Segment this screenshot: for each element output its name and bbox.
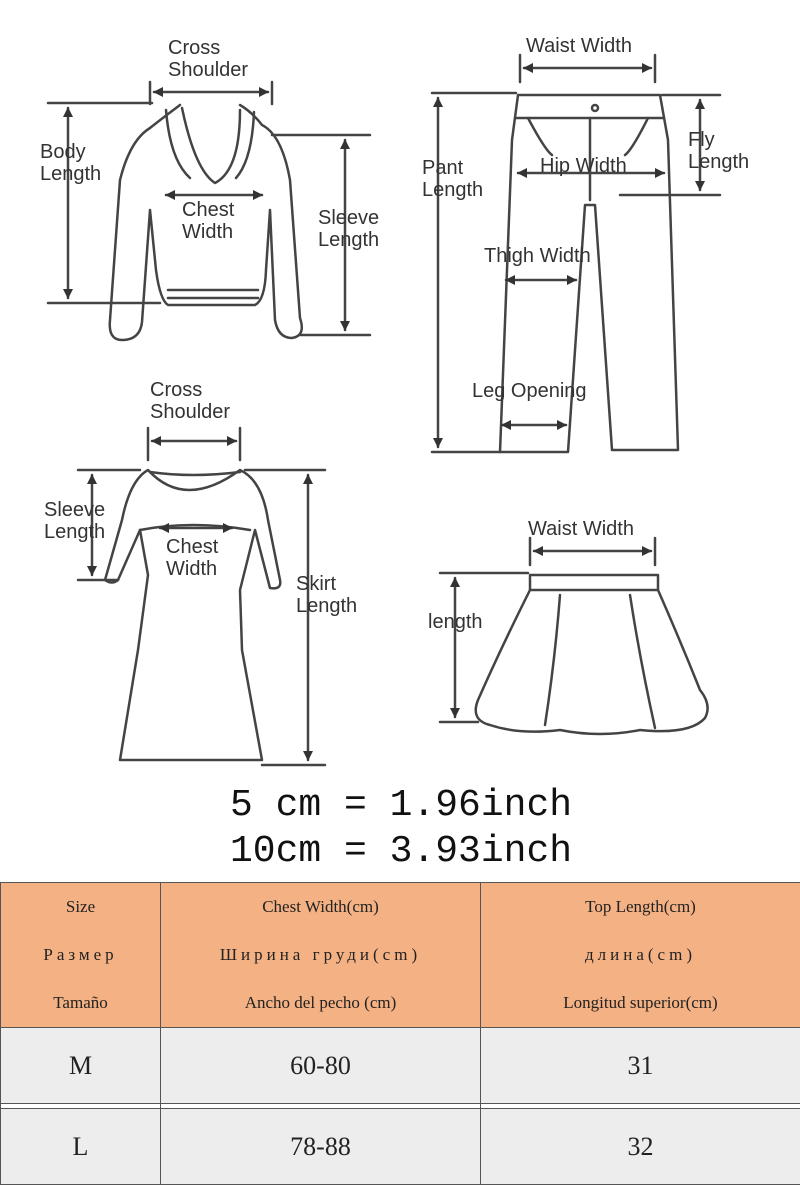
header-size-es: Tamaño (1, 979, 160, 1027)
body-length-label-1: Body (40, 141, 86, 163)
dress-sleeve-length-label-1: Sleeve (44, 499, 105, 521)
leg-opening-label: Leg Opening (472, 380, 587, 402)
top-sleeve-length-label-1: Sleeve (318, 207, 379, 229)
dress-sleeve-length-label-2: Length (44, 521, 105, 543)
header-length-en: Top Length(cm) (481, 883, 800, 931)
row-chest-cell: 78-88 (161, 1109, 481, 1185)
header-length-ru: длина(cm) (481, 931, 800, 979)
header-chest-ru: Ширина груди(cm) (161, 931, 480, 979)
conversion-line-1: 5 cm = 1.96inch (230, 784, 572, 827)
table-row (1, 1028, 800, 1104)
header-size-cell (1, 883, 161, 1028)
pant-length-label-2: Length (422, 179, 483, 201)
dress-chest-width-label-1: Chest (166, 536, 219, 558)
conversion-line-2: 10cm = 3.93inch (230, 830, 572, 873)
size-table-header (1, 883, 800, 1028)
header-length-cell (481, 883, 800, 1028)
top-chest-width-label-2: Width (182, 221, 233, 243)
size-table (0, 882, 800, 1185)
pant-length-label-1: Pant (422, 157, 464, 179)
skirt-length-label: length (428, 611, 483, 633)
dress-cross-shoulder-label-2: Shoulder (150, 401, 230, 423)
header-size-ru: Размер (1, 931, 160, 979)
header-chest-cell (161, 883, 481, 1028)
top-cross-shoulder-label-2: Shoulder (168, 59, 248, 81)
row-length-cell: 32 (481, 1109, 800, 1185)
dress-chest-width-label-2: Width (166, 558, 217, 580)
header-length-es: Longitud superior(cm) (481, 979, 800, 1027)
dress-sketch (105, 470, 280, 760)
table-row (1, 1109, 800, 1185)
row-size-cell: L (1, 1109, 161, 1185)
body-length-label-2: Length (40, 163, 101, 185)
row-chest-cell: 60-80 (161, 1028, 481, 1104)
top-chest-width-label-1: Chest (182, 199, 235, 221)
fly-length-label-2: Length (688, 151, 749, 173)
row-size-cell: M (1, 1028, 161, 1104)
header-chest-en: Chest Width(cm) (161, 883, 480, 931)
dress-cross-shoulder-label-1: Cross (150, 379, 202, 401)
dress-length-label-1: Skirt (296, 573, 336, 595)
header-size-en: Size (1, 883, 160, 931)
hip-width-label: Hip Width (540, 155, 627, 177)
row-length-cell: 31 (481, 1028, 800, 1104)
fly-length-label-1: Fly (688, 129, 715, 151)
top-sleeve-length-label-2: Length (318, 229, 379, 251)
thigh-width-label: Thigh Width (484, 245, 591, 267)
skirt-sketch (476, 575, 708, 734)
waist-width-label: Waist Width (526, 35, 632, 57)
header-chest-es: Ancho del pecho (cm) (161, 979, 480, 1027)
skirt-waist-width-label: Waist Width (528, 518, 634, 540)
dress-length-label-2: Length (296, 595, 357, 617)
top-cross-shoulder-label-1: Cross (168, 37, 220, 59)
